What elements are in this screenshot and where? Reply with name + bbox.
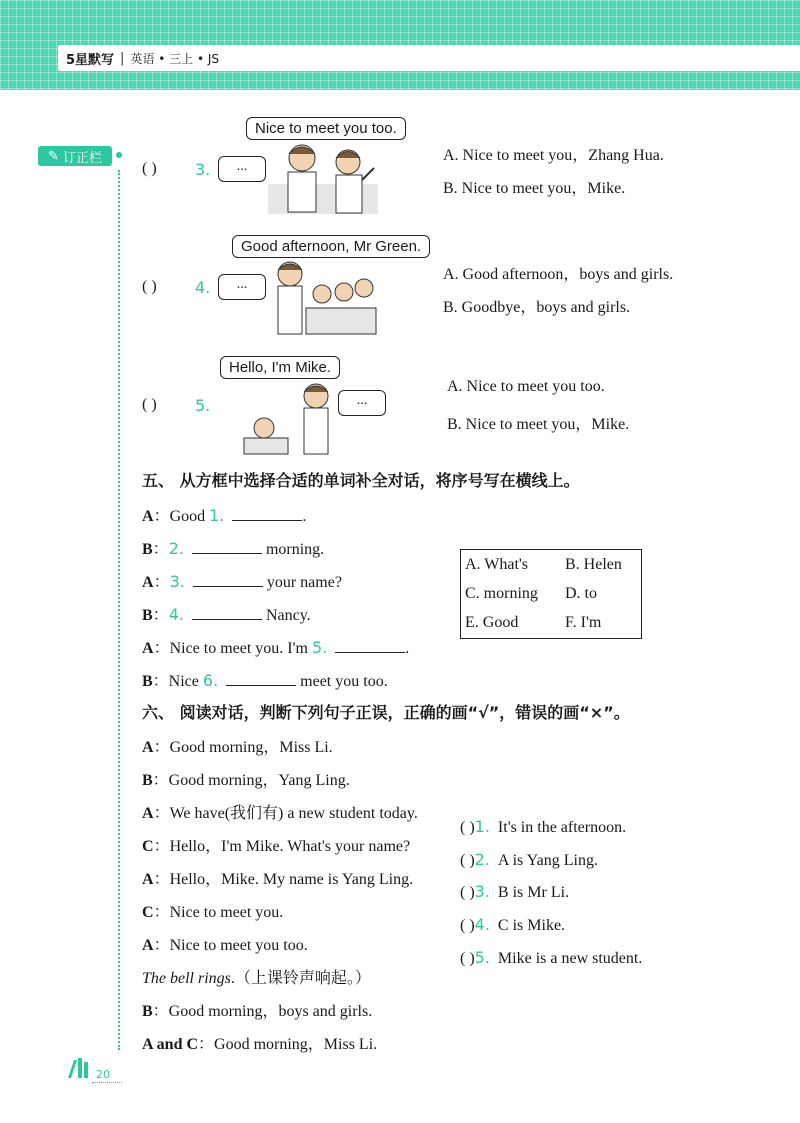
item-number: 1. bbox=[474, 817, 490, 836]
blank-number: 4. bbox=[168, 605, 184, 624]
judgement-item bbox=[460, 850, 598, 870]
dialogue-line bbox=[142, 998, 372, 1021]
line-text: ：Good morning，Yang Ling. bbox=[152, 772, 350, 789]
statement-text: It's in the afternoon. bbox=[497, 819, 627, 836]
books-icon bbox=[66, 1056, 92, 1080]
dialogue-line bbox=[142, 932, 308, 955]
item-number: 3. bbox=[474, 882, 490, 901]
word-bank-row bbox=[461, 579, 641, 608]
stage-direction-italic: The bell rings bbox=[142, 970, 231, 987]
answer-parentheses[interactable]: ( ) bbox=[142, 160, 157, 177]
dialogue-line bbox=[142, 767, 350, 790]
introduction-illustration bbox=[236, 380, 346, 456]
stage-direction bbox=[142, 965, 371, 988]
question-number: 5. bbox=[195, 396, 211, 415]
line-text: ：Hello，I'm Mike. What's your name? bbox=[153, 838, 411, 855]
blank-number: 2. bbox=[168, 539, 184, 558]
dialogue-line bbox=[142, 800, 418, 823]
question-number: 4. bbox=[195, 278, 211, 297]
dialogue-line bbox=[142, 602, 311, 625]
line-text: ：We have(我们有) a new student today. bbox=[153, 805, 418, 822]
line-text: .（上课铃声响起。） bbox=[230, 970, 371, 987]
fill-blank[interactable] bbox=[226, 671, 296, 686]
word-option: D. to bbox=[565, 584, 597, 602]
dialogue-line bbox=[142, 503, 306, 526]
speaker: B bbox=[142, 772, 153, 789]
speaker: A bbox=[142, 640, 154, 657]
answer-parentheses[interactable]: ( ) bbox=[460, 950, 475, 967]
line-text: ：Nice to meet you. I'm bbox=[153, 640, 312, 657]
option-b: B. Nice to meet you，Mike. bbox=[447, 416, 630, 433]
header-banner bbox=[0, 0, 800, 90]
line-text: ：Nice to meet you. bbox=[153, 904, 284, 921]
line-text: ：Nice bbox=[152, 673, 203, 690]
speaker: C bbox=[142, 838, 154, 855]
fill-blank[interactable] bbox=[193, 572, 263, 587]
header-bar bbox=[58, 45, 800, 71]
page-number: 20 bbox=[96, 1068, 110, 1081]
statement-text: C is Mike. bbox=[497, 917, 566, 934]
speaker: C bbox=[142, 904, 154, 921]
speaker: B bbox=[142, 1003, 153, 1020]
fill-blank[interactable] bbox=[335, 638, 405, 653]
answer-parentheses[interactable]: ( ) bbox=[460, 819, 475, 836]
pencil-icon: ✎ bbox=[48, 148, 59, 164]
dialogue-line bbox=[142, 833, 410, 856]
page-number-underline bbox=[92, 1082, 122, 1083]
line-text: ：Good morning，Miss Li. bbox=[153, 739, 333, 756]
judgement-item bbox=[460, 882, 569, 902]
line-text: . bbox=[405, 640, 410, 657]
item-number: 2. bbox=[474, 850, 490, 869]
answer-parentheses[interactable]: ( ) bbox=[142, 396, 157, 413]
side-dotted-line bbox=[118, 170, 120, 1050]
speech-bubble: Nice to meet you too. bbox=[246, 117, 406, 140]
dialogue-line bbox=[142, 536, 324, 559]
judgement-item bbox=[460, 817, 626, 837]
blank-number: 3. bbox=[169, 572, 185, 591]
line-text: your name? bbox=[262, 574, 342, 591]
dialogue-line bbox=[142, 734, 333, 757]
speech-bubble: Good afternoon, Mr Green. bbox=[232, 235, 430, 258]
correction-column-label: 订正栏 bbox=[62, 150, 102, 166]
word-bank-row bbox=[461, 550, 641, 579]
line-text: ：Nice to meet you too. bbox=[153, 937, 308, 954]
line-text: ： bbox=[152, 541, 169, 558]
line-text: meet you too. bbox=[296, 673, 388, 690]
fill-blank[interactable] bbox=[232, 506, 302, 521]
answer-parentheses[interactable]: ( ) bbox=[460, 852, 475, 869]
dialogue-line bbox=[142, 899, 283, 922]
option-a: A. Nice to meet you too. bbox=[447, 378, 605, 395]
blank-number: 1. bbox=[209, 506, 225, 525]
word-option: C. morning bbox=[465, 584, 538, 602]
speech-bubble: Hello, I'm Mike. bbox=[220, 356, 340, 379]
boys-greeting-illustration bbox=[262, 140, 382, 218]
line-text: ： bbox=[153, 574, 170, 591]
word-option: B. Helen bbox=[565, 555, 622, 573]
word-option: F. I'm bbox=[565, 613, 602, 631]
option-a: A. Good afternoon，boys and girls. bbox=[443, 266, 674, 283]
statement-text: B is Mr Li. bbox=[497, 884, 570, 901]
answer-parentheses[interactable]: ( ) bbox=[142, 278, 157, 295]
subject-label: 英语 • 三上 • JS bbox=[130, 51, 220, 66]
line-text: Nancy. bbox=[261, 607, 311, 624]
blank-number: 6. bbox=[202, 671, 219, 690]
section-5-title: 五、 从方框中选择合适的单词补全对话，将序号写在横线上。 bbox=[142, 471, 580, 490]
word-option: A. What's bbox=[465, 555, 529, 573]
statement-text: Mike is a new student. bbox=[497, 950, 643, 967]
item-number: 4. bbox=[474, 915, 490, 934]
section-6-title: 六、 阅读对话，判断下列句子正误，正确的画“√”，错误的画“×”。 bbox=[142, 703, 630, 722]
answer-parentheses[interactable]: ( ) bbox=[460, 917, 475, 934]
item-number: 5. bbox=[474, 948, 490, 967]
line-text: ：Good morning，boys and girls. bbox=[152, 1003, 373, 1020]
side-dot bbox=[116, 152, 122, 158]
reply-bubble: ... bbox=[218, 274, 266, 300]
speaker: A and C bbox=[142, 1036, 199, 1053]
dialogue-line bbox=[142, 668, 388, 691]
brand-title: 5星默写 bbox=[66, 52, 115, 68]
speaker: A bbox=[142, 508, 154, 525]
speaker: B bbox=[142, 541, 153, 558]
line-text: morning. bbox=[261, 541, 325, 558]
line-text: ： bbox=[152, 607, 169, 624]
option-b: B. Goodbye，boys and girls. bbox=[443, 299, 631, 316]
classroom-illustration bbox=[264, 258, 384, 338]
line-text: ：Good morning，Miss Li. bbox=[198, 1036, 378, 1053]
speaker: B bbox=[142, 673, 153, 690]
speaker: A bbox=[142, 739, 154, 756]
word-bank-box bbox=[460, 549, 642, 639]
question-number: 3. bbox=[195, 160, 211, 179]
fill-blank[interactable] bbox=[192, 605, 262, 620]
judgement-item bbox=[460, 915, 565, 935]
statement-text: A is Yang Ling. bbox=[497, 852, 598, 869]
dialogue-line bbox=[142, 635, 409, 658]
reply-bubble: ... bbox=[218, 156, 266, 182]
dialogue-line bbox=[142, 569, 342, 592]
correction-column-tag bbox=[38, 146, 112, 166]
speaker: A bbox=[142, 871, 154, 888]
dialogue-line bbox=[142, 866, 413, 889]
dialogue-line bbox=[142, 1031, 377, 1054]
option-b: B. Nice to meet you，Mike. bbox=[443, 180, 626, 197]
option-a: A. Nice to meet you，Zhang Hua. bbox=[443, 147, 664, 164]
answer-parentheses[interactable]: ( ) bbox=[460, 884, 475, 901]
word-bank-row bbox=[461, 608, 641, 637]
line-text: . bbox=[302, 508, 307, 525]
line-text: ：Good bbox=[153, 508, 210, 525]
speaker: A bbox=[142, 805, 154, 822]
line-text: ：Hello，Mike. My name is Yang Ling. bbox=[153, 871, 414, 888]
speaker: A bbox=[142, 574, 154, 591]
speaker: B bbox=[142, 607, 153, 624]
judgement-item bbox=[460, 948, 642, 968]
word-option: E. Good bbox=[465, 613, 519, 631]
blank-number: 5. bbox=[311, 638, 328, 657]
header-separator: | bbox=[120, 50, 125, 66]
reply-bubble: ... bbox=[338, 390, 386, 416]
fill-blank[interactable] bbox=[192, 539, 262, 554]
speaker: A bbox=[142, 937, 154, 954]
